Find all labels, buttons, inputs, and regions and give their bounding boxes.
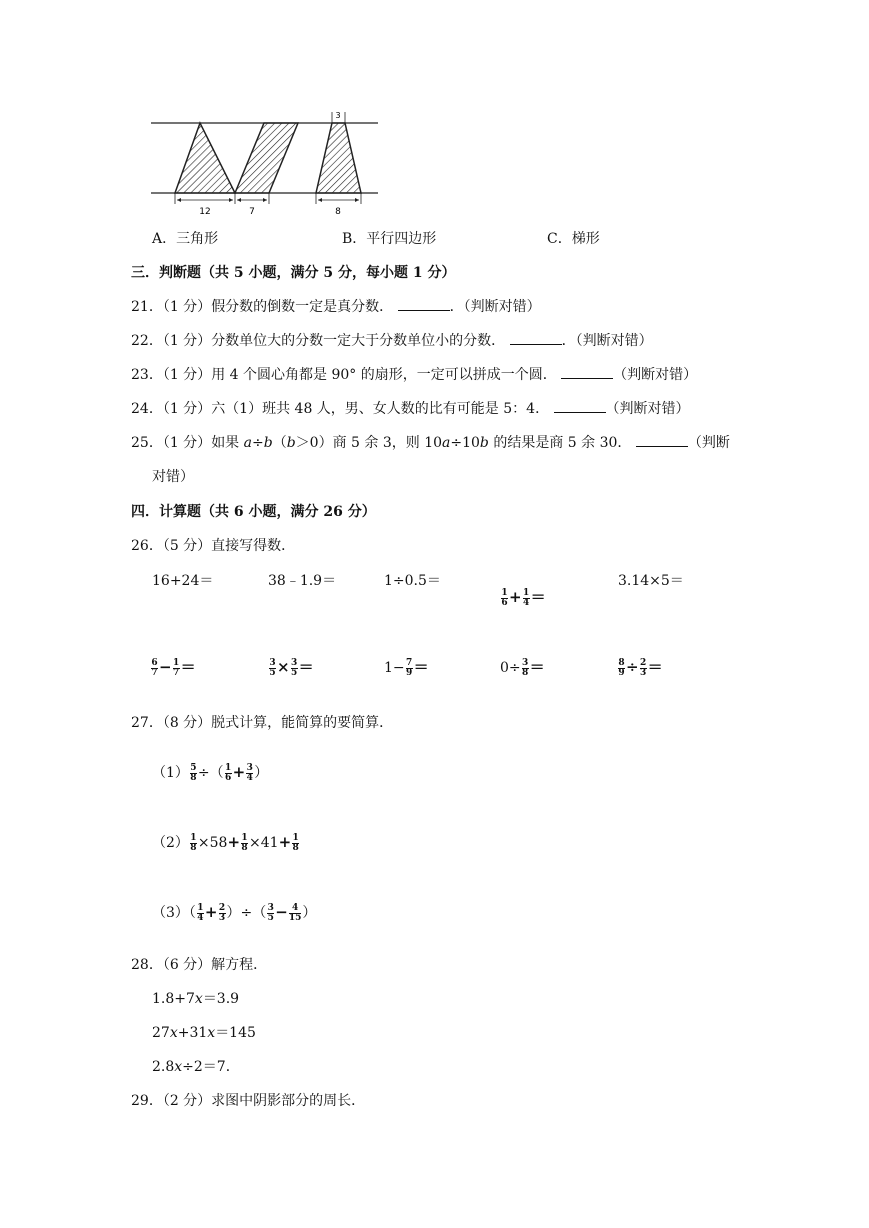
expr-27-2: （2） $\frac{1}{8}$ ×58+ $\frac{1}{8}$ ×41+ $\frac{1}{8}$ [152, 832, 299, 853]
option-c: C．梯形 [547, 231, 600, 247]
expr-27-3: （3）（ $\frac{1}{4}$ + $\frac{2}{3}$ ）÷（ $\frac{3}{5}$ − $\frac{4}{15}$ ） [152, 902, 317, 923]
expr-27-1: （1） $\frac{5}{8}$ ÷（ $\frac{1}{6}$ + $\frac{3}{4}$ ） [152, 762, 269, 783]
calc-16-plus-24: 16+24＝ [152, 573, 214, 589]
section-3-title: 三．判断题（共 5 小题，满分 5 分，每小题 1 分） [131, 265, 456, 281]
option-b: B．平行四边形 [342, 231, 437, 247]
dim-label-8: 8 [335, 207, 341, 217]
answer-blank-23[interactable] [561, 364, 613, 379]
dim-label-top: 3 [335, 111, 341, 120]
calc-frac-sum: $\frac{1}{6}$ + $\frac{1}{4}$ ＝ [501, 587, 546, 608]
shaded-trapezoid [316, 123, 361, 193]
question-29-heading: 29．（2 分）求图中阴影部分的周长． [131, 1093, 366, 1109]
question-21: 21．（1 分）假分数的倒数一定是真分数． ．（判断对错） [131, 296, 541, 316]
question-26-heading: 26．（5 分）直接写得数． [131, 538, 296, 554]
calc-frac-minus: $\frac{6}{7}$ − $\frac{1}{7}$ ＝ [151, 657, 196, 678]
equation-2: 27x+31x＝145 [152, 1025, 256, 1041]
equation-1: 1.8+7x＝3.9 [152, 991, 240, 1007]
question-25-continued: 对错） [152, 469, 194, 485]
calc-zero-div-frac: 0÷ $\frac{3}{8}$ ＝ [500, 657, 545, 678]
calc-3-14-times-5: 3.14×5＝ [618, 573, 684, 589]
section-4-title: 四．计算题（共 6 小题，满分 26 分） [131, 504, 376, 520]
option-a: A．三角形 [152, 231, 219, 247]
shaded-triangle [175, 123, 235, 193]
dim-label-12: 12 [199, 207, 211, 217]
question-25: 25．（1 分）如果 a÷b（b＞0）商 5 余 3，则 10a÷10b 的结果是商 5 余 30． （判断 [131, 432, 730, 452]
calc-38-minus-1-9: 38﹣1.9＝ [268, 573, 337, 589]
question-27-heading: 27．（8 分）脱式计算，能简算的要简算． [131, 715, 394, 731]
question-24: 24．（1 分）六（1）班共 48 人，男、女人数的比有可能是 5：4． （判断对错） [131, 398, 690, 418]
calc-one-minus-frac: 1− $\frac{7}{9}$ ＝ [384, 657, 429, 678]
question-22: 22．（1 分）分数单位大的分数一定大于分数单位小的分数． ．（判断对错） [131, 330, 653, 350]
calc-1-div-0-5: 1÷0.5＝ [384, 573, 441, 589]
calc-frac-times: $\frac{3}{5}$ × $\frac{3}{5}$ ＝ [269, 657, 314, 678]
question-23: 23．（1 分）用 4 个圆心角都是 90° 的扇形，一定可以拼成一个圆． （判断对错） [131, 364, 697, 384]
shapes-figure [148, 108, 383, 220]
answer-blank-22[interactable] [510, 330, 562, 345]
dim-label-7: 7 [249, 207, 255, 217]
shaded-parallelogram [235, 123, 298, 193]
answer-blank-21[interactable] [398, 296, 450, 311]
question-28-heading: 28．（6 分）解方程． [131, 957, 268, 973]
equation-3: 2.8x÷2＝7． [152, 1059, 240, 1075]
calc-frac-div: $\frac{8}{9}$ ÷ $\frac{2}{3}$ ＝ [618, 657, 663, 678]
answer-blank-24[interactable] [554, 398, 606, 413]
answer-blank-25[interactable] [636, 432, 688, 447]
